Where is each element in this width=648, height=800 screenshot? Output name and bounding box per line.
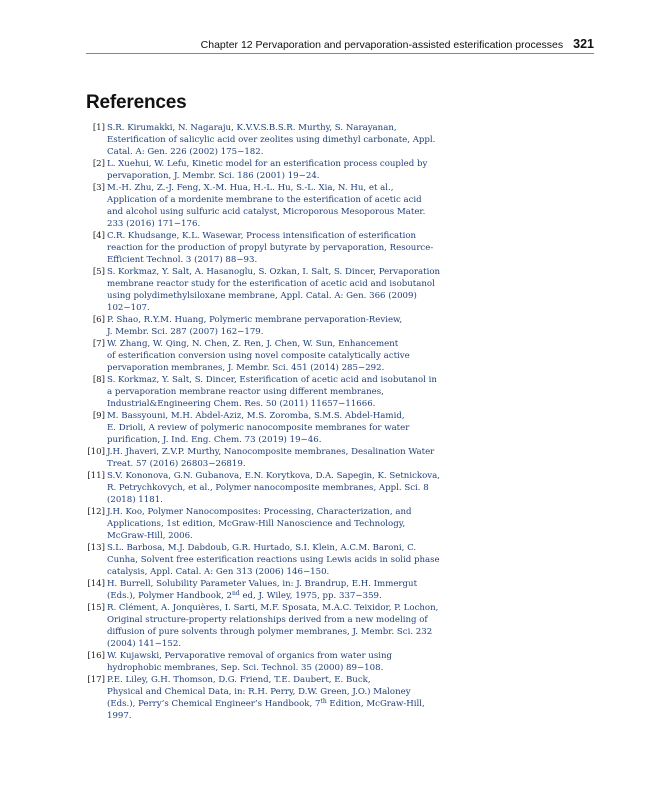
reference-text-line: Esterification of salicylic acid over zeolites using dimethyl carbonate, Appl. <box>107 135 436 145</box>
reference-text-line: H. Burrell, Solubility Parameter Values, in: J. Brandrup, E.H. Immergut <box>107 579 418 589</box>
reference-text-line: M. Bassyouni, M.H. Abdel-Aziz, M.S. Zoromba, S.M.S. Abdel-Hamid, <box>107 411 405 421</box>
reference-text-line: using polydimethylsiloxane membrane, Appl. Catal. A: Gen. 366 (2009) <box>107 291 417 301</box>
section-title: References <box>86 92 187 113</box>
reference-number: [15] <box>87 603 105 613</box>
reference-text-line: Industrial&Engineering Chem. Res. 50 (2011) 11657−11666. <box>107 399 376 409</box>
reference-text-line: (2018) 1181. <box>107 495 163 505</box>
reference-number: [17] <box>87 675 105 685</box>
reference-item <box>86 158 446 182</box>
reference-text-line: P. Shao, R.Y.M. Huang, Polymeric membrane pervaporation-Review, <box>107 315 403 325</box>
reference-item <box>86 542 446 578</box>
reference-item <box>86 470 446 506</box>
reference-number: [9] <box>92 411 105 421</box>
reference-item <box>86 446 446 470</box>
reference-text-line: S. Korkmaz, Y. Salt, S. Dincer, Esterification of acetic acid and isobutanol in <box>107 375 437 385</box>
reference-text-line: M.-H. Zhu, Z.-J. Feng, X.-M. Hua, H.-L. Hu, S.-L. Xia, N. Hu, et al., <box>107 183 394 193</box>
reference-number: [11] <box>87 471 105 481</box>
reference-text-line: R. Petrychkovych, et al., Polymer nanocomposite membranes, Appl. Sci. 8 <box>107 483 429 493</box>
reference-number: [7] <box>92 339 105 349</box>
reference-text-line: and alcohol using sulfuric acid catalyst, Microporous Mesoporous Mater. <box>107 207 426 217</box>
reference-text-line: J. Membr. Sci. 287 (2007) 162−179. <box>107 327 264 337</box>
reference-text-line: catalysis, Appl. Catal. A: Gen 313 (2006) 146−150. <box>107 567 330 577</box>
reference-text-line: J.H. Jhaveri, Z.V.P. Murthy, Nanocomposite membranes, Desalination Water <box>107 447 435 457</box>
reference-item <box>86 578 446 602</box>
reference-item <box>86 338 446 374</box>
reference-number: [6] <box>92 315 105 325</box>
reference-number: [8] <box>92 375 105 385</box>
reference-text-line: hydrophobic membranes, Sep. Sci. Technol. 35 (2000) 89−108. <box>107 663 384 673</box>
reference-text-line: 1997. <box>107 711 132 721</box>
reference-text-line: Original structure-property relationships derived from a new modeling of <box>107 615 428 625</box>
reference-text-line: S.R. Kirumakki, N. Nagaraju, K.V.V.S.B.S.R. Murthy, S. Narayanan, <box>107 123 397 133</box>
reference-text-line: Efficient Technol. 3 (2017) 88−93. <box>107 255 258 265</box>
reference-number: [2] <box>92 159 105 169</box>
reference-text-line: purification, J. Ind. Eng. Chem. 73 (2019) 19−46. <box>107 435 322 445</box>
reference-text-line: E. Drioli, A review of polymeric nanocomposite membranes for water <box>107 423 410 433</box>
reference-item <box>86 506 446 542</box>
reference-text-line: P.E. Liley, G.H. Thomson, D.G. Friend, T.E. Daubert, E. Buck, <box>107 675 371 685</box>
reference-item <box>86 602 446 650</box>
reference-text-line: R. Clément, A. Jonquières, I. Sarti, M.F. Sposata, M.A.C. Teixidor, P. Lochon, <box>107 603 439 613</box>
reference-text-line: L. Xuehui, W. Lefu, Kinetic model for an esterification process coupled by <box>107 159 428 169</box>
reference-text-line: Physical and Chemical Data, in: R.H. Perry, D.W. Green, J.O.) Maloney <box>107 687 411 697</box>
reference-text-line: Cunha, Solvent free esterification reactions using Lewis acids in solid phase <box>107 555 440 565</box>
reference-text-line: S. Korkmaz, Y. Salt, A. Hasanoglu, S. Ozkan, I. Salt, S. Dincer, Pervaporation <box>107 267 441 277</box>
reference-item <box>86 410 446 446</box>
reference-text-line: 233 (2016) 171−176. <box>107 219 201 229</box>
page-number: 321 <box>573 37 594 51</box>
reference-text-line: Applications, 1st edition, McGraw-Hill Nanoscience and Technology, <box>107 519 406 529</box>
reference-text-line: S.L. Barbosa, M.J. Dabdoub, G.R. Hurtado, S.I. Klein, A.C.M. Baroni, C. <box>107 543 417 553</box>
running-header <box>86 36 594 52</box>
reference-text-line: Treat. 57 (2016) 26803−26819. <box>107 459 246 469</box>
reference-item <box>86 314 446 338</box>
header-rule <box>86 53 594 54</box>
reference-text-line: (Eds.), Polymer Handbook, 2nd ed, J. Wiley, 1975, pp. 337−359. <box>107 590 382 601</box>
reference-number: [10] <box>87 447 105 457</box>
reference-text-line: (2004) 141−152. <box>107 639 182 649</box>
reference-list <box>86 122 446 722</box>
reference-item <box>86 650 446 674</box>
reference-item <box>86 374 446 410</box>
reference-text-line: of esterification conversion using novel composite catalytically active <box>107 351 410 361</box>
running-title: Chapter 12 Pervaporation and pervaporation-assisted esterification processes <box>200 39 564 51</box>
reference-text-line: S.V. Kononova, G.N. Gubanova, E.N. Korytkova, D.A. Sapegin, K. Setnickova, <box>107 471 440 481</box>
reference-text-line: reaction for the production of propyl butyrate by pervaporation, Resource- <box>107 243 434 253</box>
reference-number: [4] <box>92 231 105 241</box>
reference-item <box>86 182 446 230</box>
reference-text-line: C.R. Khudsange, K.L. Wasewar, Process intensification of esterification <box>107 231 417 241</box>
reference-number: [5] <box>92 267 105 277</box>
reference-number: [13] <box>87 543 105 553</box>
reference-text-line: a pervaporation membrane reactor using different membranes, <box>107 387 384 397</box>
reference-text-line: Application of a mordenite membrane to the esterification of acetic acid <box>107 195 422 205</box>
reference-text-line: J.H. Koo, Polymer Nanocomposites: Processing, Characterization, and <box>107 507 412 517</box>
reference-text-line: 102−107. <box>107 303 150 313</box>
reference-number: [14] <box>87 579 105 589</box>
reference-text-line: diffusion of pure solvents through polymer membranes, J. Membr. Sci. 232 <box>107 627 433 637</box>
reference-number: [1] <box>92 123 105 133</box>
reference-text-line: McGraw-Hill, 2006. <box>107 531 193 541</box>
reference-item <box>86 674 446 722</box>
reference-item <box>86 230 446 266</box>
reference-text-line: membrane reactor study for the esterification of acetic acid and isobutanol <box>107 279 435 289</box>
reference-text-line: W. Zhang, W. Qing, N. Chen, Z. Ren, J. Chen, W. Sun, Enhancement <box>107 339 399 349</box>
reference-text-line: (Eds.), Perry’s Chemical Engineer’s Handbook, 7th Edition, McGraw-Hill, <box>107 698 425 709</box>
reference-number: [12] <box>87 507 105 517</box>
reference-number: [16] <box>87 651 105 661</box>
reference-text-line: pervaporation, J. Membr. Sci. 186 (2001) 19−24. <box>107 171 320 181</box>
reference-text-line: W. Kujawski, Pervaporative removal of organics from water using <box>107 651 393 661</box>
reference-text-line: pervaporation membranes, J. Membr. Sci. 451 (2014) 285−292. <box>107 363 385 373</box>
reference-item <box>86 122 446 158</box>
reference-item <box>86 266 446 314</box>
reference-number: [3] <box>92 183 105 193</box>
reference-text-line: Catal. A: Gen. 226 (2002) 175−182. <box>107 147 264 157</box>
